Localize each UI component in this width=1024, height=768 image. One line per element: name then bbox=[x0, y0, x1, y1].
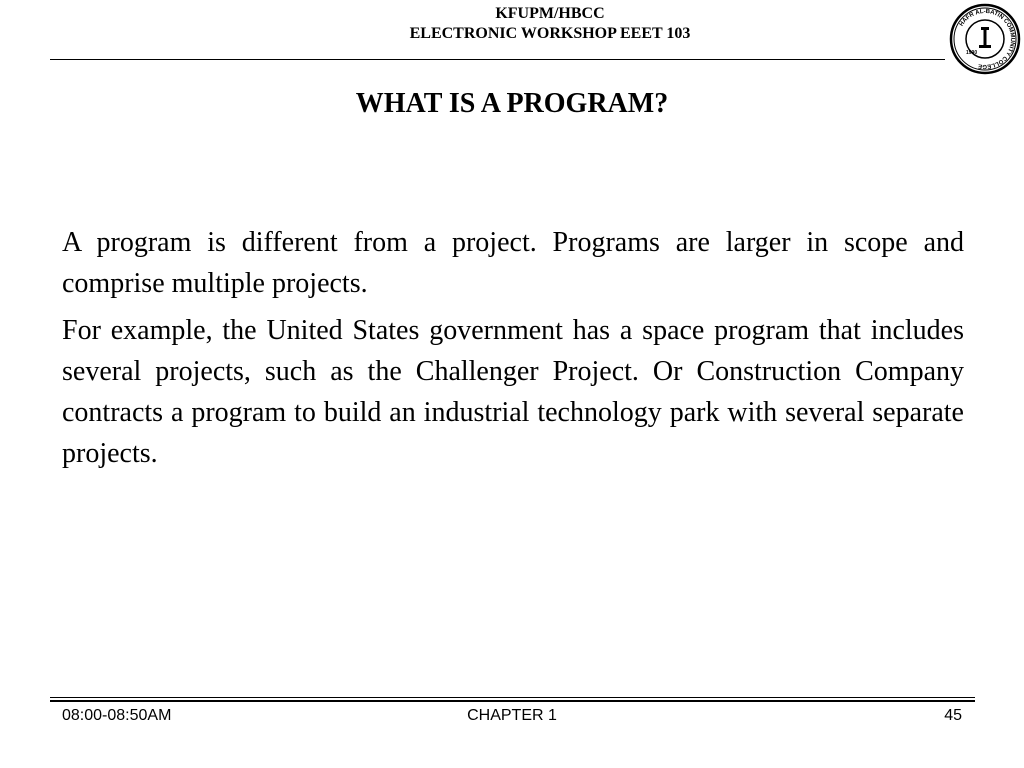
footer-page-number: 45 bbox=[944, 707, 962, 724]
header-divider bbox=[50, 59, 945, 60]
body-paragraph-1: A program is different from a project. Programs are larger in scope and comprise multiple projects. bbox=[62, 227, 964, 299]
slide-body bbox=[62, 222, 964, 480]
footer-divider-thick bbox=[50, 700, 975, 702]
footer-time: 08:00-08:50AM bbox=[62, 707, 172, 724]
footer-divider-thin bbox=[50, 697, 975, 698]
seal-ring-text: HAFR AL-BATIN COMMUNITY COLLEGE bbox=[958, 8, 1016, 70]
header-institution: KFUPM/HBCC bbox=[495, 5, 605, 22]
footer-chapter: CHAPTER 1 bbox=[467, 707, 557, 724]
header-course: ELECTRONIC WORKSHOP EEET 103 bbox=[409, 25, 691, 42]
body-paragraph-2: For example, the United States government has a space program that includes several projects, such as the Challenger Project. Or Construction Company contracts a program to build an industrial technology park with several separate projects. bbox=[62, 315, 964, 469]
slide-header bbox=[300, 4, 800, 44]
college-seal-icon bbox=[946, 0, 1024, 78]
seal-year: 1990 bbox=[966, 50, 978, 56]
slide-title: WHAT IS A PROGRAM? bbox=[355, 88, 669, 119]
